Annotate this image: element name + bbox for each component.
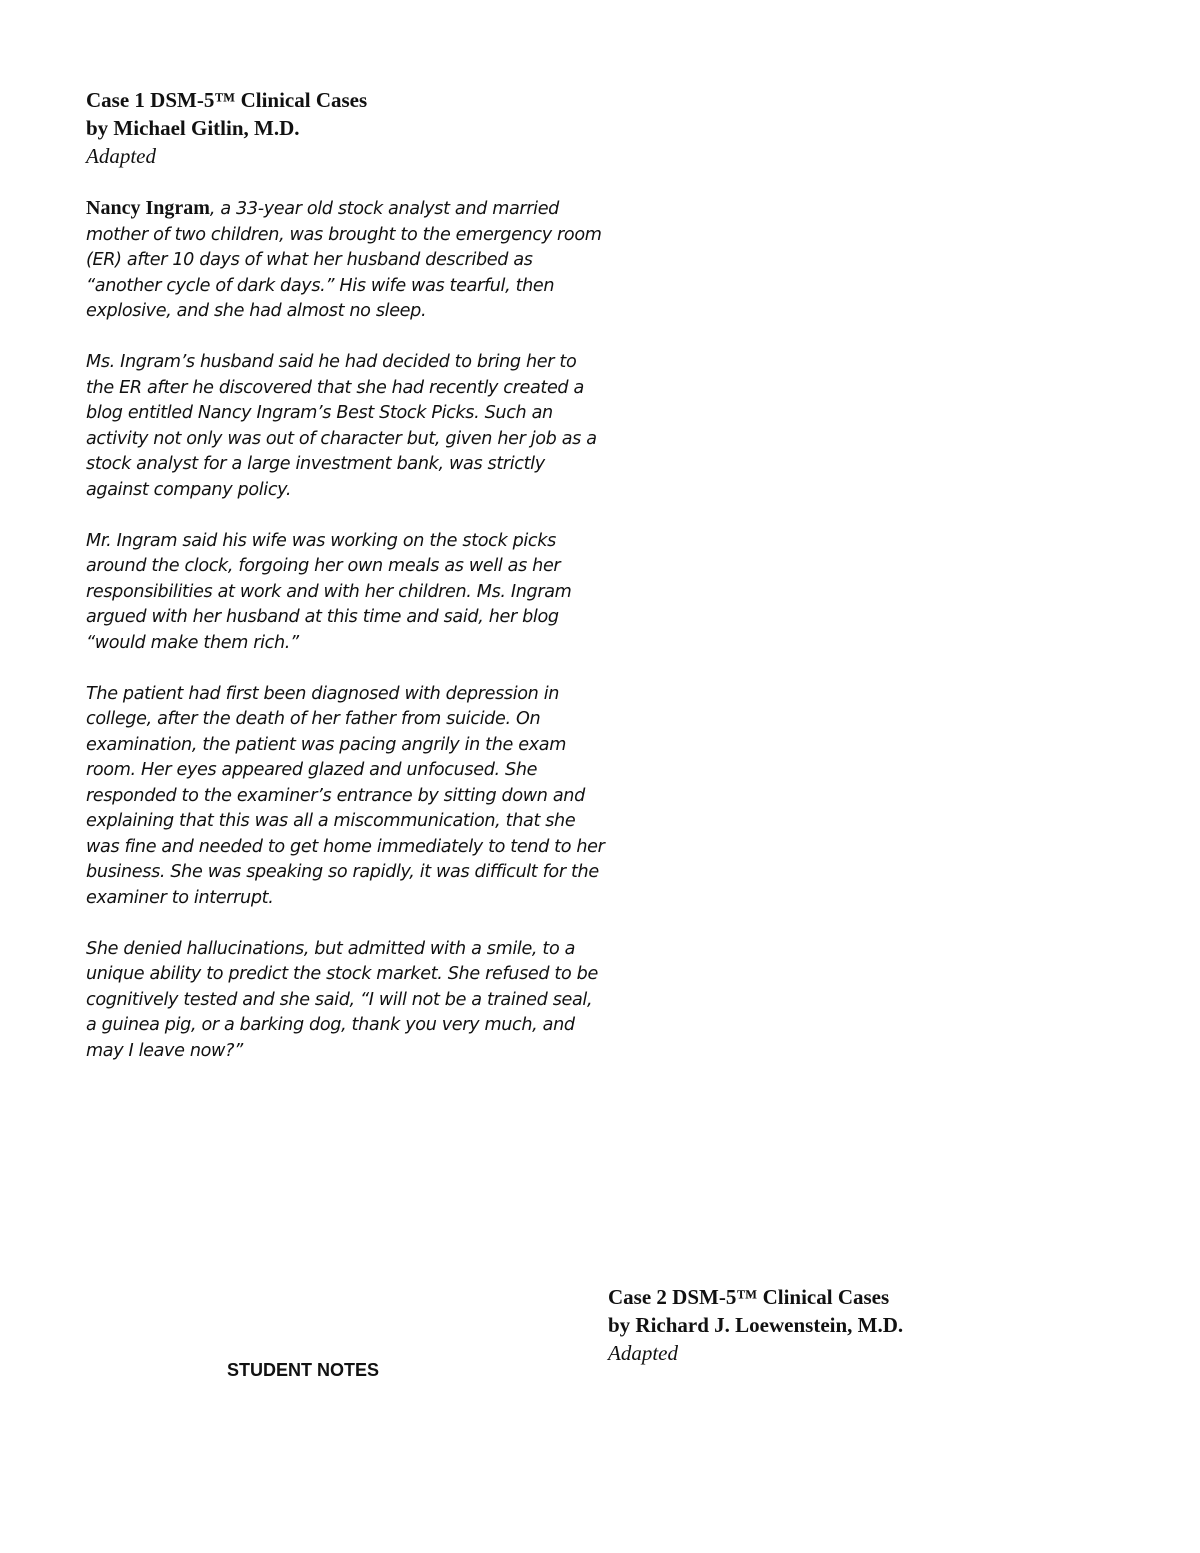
case1-title: Case 1 DSM-5™ Clinical Cases [86,88,368,112]
case1-adapted-label: Adapted [86,144,156,168]
case1-paragraph-1-text: , a 33-year old stock analyst and married mother of two children, was brought to the emergency room (ER) after 10 days of what her husband described as “another cycle of dark days.” His wife was tearful, then explosive, and she had almost no sleep. [86,199,602,321]
case1-paragraph-4: The patient had first been diagnosed with depression in college, after the death of her father from suicide. On examination, the patient was pacing angrily in the exam room. Her eyes appeared glazed and unfocused. She responded to the examiner’s entrance by sitting down and explaining that this was all a miscommunication, that she was fine and needed to get home immediately to tend to her business. She was speaking so rapidly, it was difficult for the examiner to interrupt. [86,683,605,908]
case1-heading [86,86,367,170]
case1-author: by Michael Gitlin, M.D. [86,116,300,140]
case1-body [86,196,606,1090]
student-notes-heading: STUDENT NOTES [227,1360,380,1380]
patient-name: Nancy Ingram [86,197,210,219]
case2-adapted-label: Adapted [608,1341,678,1365]
case1-paragraph-3: Mr. Ingram said his wife was working on the stock picks around the clock, forgoing her own meals as well as her responsibilities at work and with her children. Ms. Ingram argued with her husband at this time and said, her blog “would make them rich.” [86,530,572,653]
case1-paragraph-1 [86,196,606,325]
case2-title: Case 2 DSM-5™ Clinical Cases [608,1285,890,1309]
case1-paragraph-2: Ms. Ingram’s husband said he had decided to bring her to the ER after he discovered that she had recently created a blog entitled Nancy Ingram’s Best Stock Picks. Such an activity not only was out of character but, given her job as a stock analyst for a large investment bank, was strictly against company policy. [86,352,597,500]
case1-paragraph-5: She denied hallucinations, but admitted with a smile, to a unique ability to predict the stock market. She refused to be cognitively tested and she said, “I will not be a trained seal, a guinea pig, or a barking dog, thank you very much, and may I leave now?” [86,938,598,1061]
case2-heading [608,1283,903,1367]
case2-author: by Richard J. Loewenstein, M.D. [608,1313,904,1337]
